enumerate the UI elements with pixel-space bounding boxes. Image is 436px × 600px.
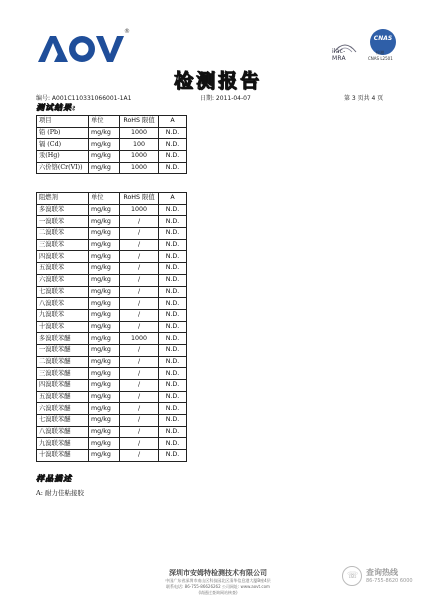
column-header: A xyxy=(159,116,187,128)
table-cell: / xyxy=(120,228,159,240)
table-cell: N.D. xyxy=(159,333,187,345)
table-cell: mg/kg xyxy=(89,162,120,174)
table-cell: / xyxy=(120,298,159,310)
table-cell: 1000 xyxy=(120,204,159,216)
table-cell: 1000 xyxy=(120,333,159,345)
table-cell: N.D. xyxy=(159,438,187,450)
table-cell: / xyxy=(120,344,159,356)
table-row xyxy=(37,426,187,438)
table-cell: 多溴联苯醚 xyxy=(37,333,89,345)
table-row xyxy=(37,438,187,450)
table-cell: mg/kg xyxy=(89,274,120,286)
table-cell: N.D. xyxy=(159,151,187,163)
table-cell: 二溴联苯 xyxy=(37,228,89,240)
table-cell: 1000 xyxy=(120,162,159,174)
table-cell: / xyxy=(120,251,159,263)
report-id: 编号: A001C110331066001-1A1 xyxy=(36,95,132,102)
report-title: 检测报告 xyxy=(173,70,262,92)
table-row xyxy=(37,450,187,462)
table-cell: 六价铬(Cr(VI)) xyxy=(37,162,89,174)
table-cell: 一溴联苯醚 xyxy=(37,344,89,356)
table-row xyxy=(37,368,187,380)
table-cell: mg/kg xyxy=(89,239,120,251)
table-cell: mg/kg xyxy=(89,204,120,216)
heavy-metals-table xyxy=(36,115,187,174)
table-row xyxy=(37,251,187,263)
table-row xyxy=(37,228,187,240)
table-cell: 1000 xyxy=(120,127,159,139)
hotline-block xyxy=(342,566,422,592)
footer-company: 深圳市安姆特检测技术有限公司 xyxy=(169,569,267,577)
hotline-number: 86-755-8620 6000 xyxy=(366,578,413,584)
table-cell: mg/kg xyxy=(89,380,120,392)
table-cell: 铅 (Pb) xyxy=(37,127,89,139)
table-cell: / xyxy=(120,403,159,415)
footer-note: (请通过查询网站核查) xyxy=(198,590,238,595)
phone-icon: ☏ xyxy=(342,566,362,586)
table-cell: 五溴联苯醚 xyxy=(37,391,89,403)
table-cell: N.D. xyxy=(159,216,187,228)
table-cell: N.D. xyxy=(159,228,187,240)
table-cell: mg/kg xyxy=(89,321,120,333)
table-cell: mg/kg xyxy=(89,333,120,345)
table-cell: / xyxy=(120,415,159,427)
table-cell: 十溴联苯醚 xyxy=(37,450,89,462)
table-cell: / xyxy=(120,450,159,462)
table-cell: N.D. xyxy=(159,162,187,174)
table-cell: / xyxy=(120,216,159,228)
table-cell: mg/kg xyxy=(89,263,120,275)
table-row xyxy=(37,139,187,151)
table-cell: / xyxy=(120,438,159,450)
table-cell: / xyxy=(120,263,159,275)
report-date: 日期: 2011-04-07 xyxy=(200,95,251,102)
table-row xyxy=(37,216,187,228)
table-row xyxy=(37,380,187,392)
table-cell: N.D. xyxy=(159,274,187,286)
table-cell: / xyxy=(120,321,159,333)
table-cell: mg/kg xyxy=(89,368,120,380)
table-cell: 六溴联苯 xyxy=(37,274,89,286)
table-cell: N.D. xyxy=(159,380,187,392)
table-cell: N.D. xyxy=(159,450,187,462)
cert-authority-label: 检测 xyxy=(376,50,384,55)
aov-logo xyxy=(36,34,126,64)
table-row xyxy=(37,415,187,427)
cnas-badge: CNAS xyxy=(370,29,396,55)
table-cell: 一溴联苯 xyxy=(37,216,89,228)
table-cell: / xyxy=(120,426,159,438)
table-cell: mg/kg xyxy=(89,139,120,151)
sample-description: A: 耐力佳粘接胶 xyxy=(36,489,84,497)
column-header: 单位 xyxy=(89,116,120,128)
table-cell: N.D. xyxy=(159,309,187,321)
table-cell: mg/kg xyxy=(89,251,120,263)
table-cell: N.D. xyxy=(159,298,187,310)
table-cell: mg/kg xyxy=(89,450,120,462)
table-cell: N.D. xyxy=(159,368,187,380)
table-cell: mg/kg xyxy=(89,415,120,427)
table-cell: / xyxy=(120,274,159,286)
table-row xyxy=(37,356,187,368)
table-cell: 镉 (Cd) xyxy=(37,139,89,151)
table-row xyxy=(37,403,187,415)
registered-mark: ® xyxy=(124,28,130,35)
table-row xyxy=(37,263,187,275)
table-cell: / xyxy=(120,380,159,392)
table-row xyxy=(37,286,187,298)
table-cell: / xyxy=(120,286,159,298)
table-cell: 三溴联苯 xyxy=(37,239,89,251)
table-cell: / xyxy=(120,391,159,403)
table-cell: N.D. xyxy=(159,356,187,368)
table-cell: mg/kg xyxy=(89,298,120,310)
table-cell: mg/kg xyxy=(89,151,120,163)
table-cell: N.D. xyxy=(159,127,187,139)
table-cell: N.D. xyxy=(159,403,187,415)
table-cell: / xyxy=(120,368,159,380)
table-cell: 六溴联苯醚 xyxy=(37,403,89,415)
table-cell: mg/kg xyxy=(89,356,120,368)
table-cell: N.D. xyxy=(159,391,187,403)
table-cell: 九溴联苯 xyxy=(37,309,89,321)
table-cell: mg/kg xyxy=(89,216,120,228)
table-header-row xyxy=(37,193,187,205)
sample-heading: 样品描述 xyxy=(36,473,72,483)
table-cell: / xyxy=(120,309,159,321)
table-cell: N.D. xyxy=(159,251,187,263)
hotline-title: 查询热线 xyxy=(366,568,398,577)
flame-retardants-table xyxy=(36,192,187,462)
results-heading: 测试结果: xyxy=(36,102,76,112)
table-cell: 四溴联苯醚 xyxy=(37,380,89,392)
footer-address: 中国广东省深圳市南山区科技园北区清华信息港大厦B座4层 xyxy=(165,578,271,583)
table-row xyxy=(37,204,187,216)
table-header-row xyxy=(37,116,187,128)
table-cell: 五溴联苯 xyxy=(37,263,89,275)
table-cell: 1000 xyxy=(120,151,159,163)
table-cell: mg/kg xyxy=(89,438,120,450)
table-cell: N.D. xyxy=(159,321,187,333)
table-row xyxy=(37,321,187,333)
table-cell: 100 xyxy=(120,139,159,151)
table-cell: mg/kg xyxy=(89,344,120,356)
table-cell: 多溴联苯 xyxy=(37,204,89,216)
table-cell: 十溴联苯 xyxy=(37,321,89,333)
table-cell: mg/kg xyxy=(89,309,120,321)
table-cell: / xyxy=(120,239,159,251)
table-cell: mg/kg xyxy=(89,127,120,139)
table-row xyxy=(37,127,187,139)
column-header: 阻燃剂 xyxy=(37,193,89,205)
table-cell: 七溴联苯醚 xyxy=(37,415,89,427)
table-cell: N.D. xyxy=(159,286,187,298)
table-row xyxy=(37,162,187,174)
table-row xyxy=(37,391,187,403)
table-cell: mg/kg xyxy=(89,286,120,298)
table-cell: mg/kg xyxy=(89,426,120,438)
column-header: RoHS 限值 xyxy=(120,193,159,205)
table-row xyxy=(37,298,187,310)
certification-badges xyxy=(332,26,404,66)
table-cell: 三溴联苯醚 xyxy=(37,368,89,380)
table-cell: 八溴联苯醚 xyxy=(37,426,89,438)
table-cell: mg/kg xyxy=(89,403,120,415)
table-cell: N.D. xyxy=(159,204,187,216)
column-header: A xyxy=(159,193,187,205)
table-cell: N.D. xyxy=(159,344,187,356)
table-row xyxy=(37,239,187,251)
table-cell: N.D. xyxy=(159,239,187,251)
table-row xyxy=(37,309,187,321)
table-cell: 四溴联苯 xyxy=(37,251,89,263)
table-cell: N.D. xyxy=(159,139,187,151)
table-row xyxy=(37,274,187,286)
footer-contact: 联系电话: 86-755-86626262 公司网址: www.aovt.com xyxy=(166,584,270,589)
table-cell: mg/kg xyxy=(89,228,120,240)
table-cell: 九溴联苯醚 xyxy=(37,438,89,450)
column-header: 项目 xyxy=(37,116,89,128)
table-cell: / xyxy=(120,356,159,368)
table-cell: N.D. xyxy=(159,415,187,427)
table-cell: 二溴联苯醚 xyxy=(37,356,89,368)
table-cell: 八溴联苯 xyxy=(37,298,89,310)
table-row xyxy=(37,151,187,163)
column-header: 单位 xyxy=(89,193,120,205)
cert-code: CNAS L2501 xyxy=(368,56,393,61)
ilac-mra-badge: ilac-MRA xyxy=(332,38,358,64)
page-number: 第 3 页共 4 页 xyxy=(344,95,384,102)
table-row xyxy=(37,333,187,345)
column-header: RoHS 限值 xyxy=(120,116,159,128)
table-cell: 七溴联苯 xyxy=(37,286,89,298)
table-cell: N.D. xyxy=(159,263,187,275)
table-cell: N.D. xyxy=(159,426,187,438)
table-cell: 汞(Hg) xyxy=(37,151,89,163)
table-cell: mg/kg xyxy=(89,391,120,403)
table-row xyxy=(37,344,187,356)
